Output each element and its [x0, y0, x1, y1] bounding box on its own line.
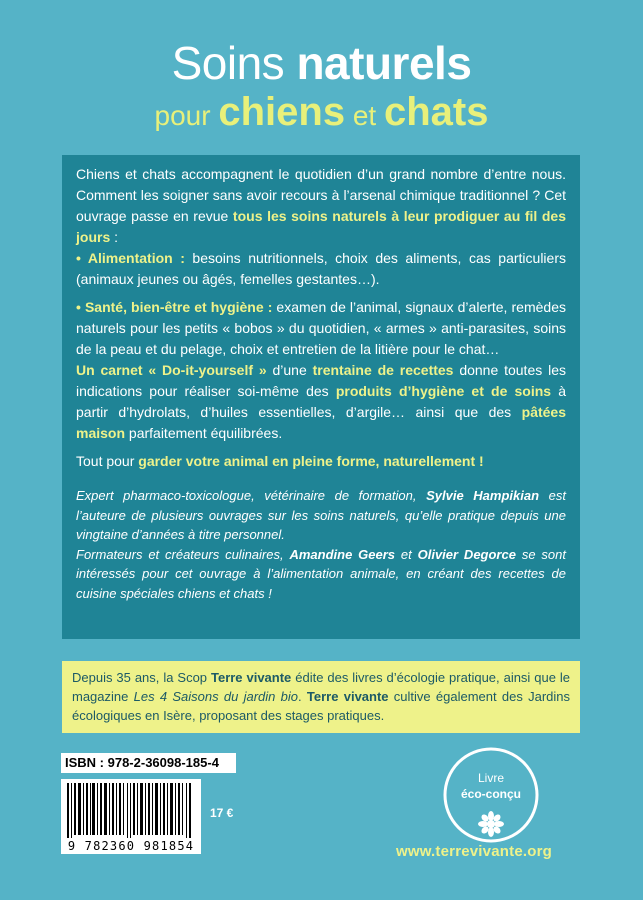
bullet-sante: • Santé, bien-être et hygiène : examen de l’animal, signaux d’alerte, remèdes naturels pour les petits « bobos » du quotidien, « armes » anti-parasites, soins de la peau et du pelage, choix et entretien de la litière pour le chat…: [76, 299, 566, 357]
title-chats: chats: [383, 90, 489, 134]
publisher-box: [62, 661, 580, 733]
barcode-bars-icon: [61, 779, 201, 839]
barcode-number: 9 782360 981854: [61, 838, 201, 854]
title-naturels: naturels: [296, 37, 472, 89]
title-et: et: [345, 100, 384, 131]
title-soins: Soins: [171, 37, 297, 89]
website-link[interactable]: www.terrevivante.org: [396, 843, 552, 860]
conclusion-paragraph: Tout pour garder votre animal en pleine forme, naturellement !: [76, 453, 484, 469]
author-bio-2: Formateurs et créateurs culinaires, Amandine Geers et Olivier Degorce se sont intéressés pour cet ouvrage à l’alimentation animale, en créant des recettes de cuisine spéciales chiens et chats !: [76, 546, 566, 601]
publisher-text: Depuis 35 ans, la Scop Terre vivante édite des livres d’écologie pratique, ainsi que le magazine Les 4 Saisons du jardin bio. Terre vivante cultive également des Jardins écologiques en Isère, proposant des stages pratiques.: [72, 670, 571, 723]
title-chiens: chiens: [218, 90, 346, 134]
price: 17 €: [210, 806, 234, 820]
description-box: [62, 155, 580, 639]
authors-section: [76, 486, 566, 603]
intro-paragraph: Chiens et chats accompagnent le quotidien d’un grand nombre d’entre nous. Comment les soigner sans avoir recours à l’arsenal chimique traditionnel ? Cet ouvrage passe en revue tous les soins naturels à leur prodiguer au fil des jours :: [76, 166, 566, 245]
isbn-label: ISBN : 978-2-36098-185-4: [61, 753, 236, 773]
eco-badge-text: Livre éco-conçu: [460, 771, 521, 801]
carnet-paragraph: Un carnet « Do-it-yourself » d’une trentaine de recettes donne toutes les indications pour réaliser soi-même des produits d’hygiène et de soins à partir d’hydrolats, d’huiles essentielles, d’argile… ainsi que des pâtées maison parfaitement équilibrées.: [76, 362, 566, 441]
title-pour: pour: [154, 100, 219, 131]
author-bio-1: Expert pharmaco-toxicologue, vétérinaire de formation, Sylvie Hampikian est l’auteure de plusieurs ouvrages sur les soins naturels, qu’elle pratique depuis une vingtaine d’années à titre personnel.: [76, 488, 566, 542]
book-title: [0, 37, 643, 134]
bullet-alimentation: • Alimentation : besoins nutritionnels, choix des aliments, cas particuliers (animaux jeunes ou âgés, femelles gestantes…).: [76, 250, 566, 287]
